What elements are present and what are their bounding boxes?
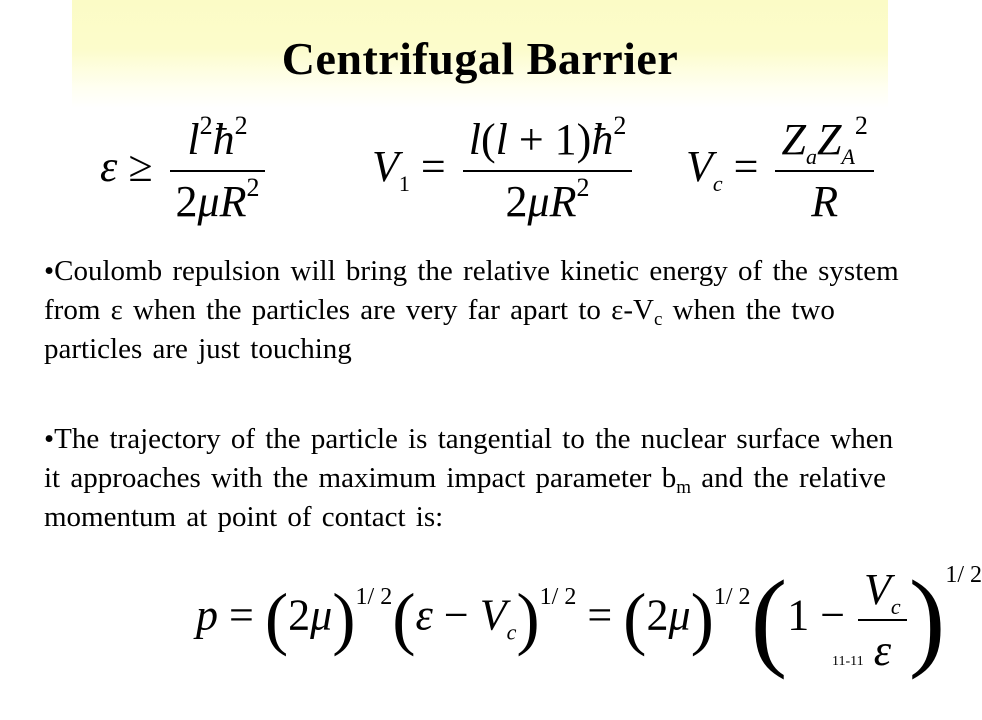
equation-momentum: $p = (2\mu)^{1/ 2}(\varepsilon - V_c)^{1/ 2} = (2\mu)^{1/ 2}(1$ − $\frac{V_c}{\varepsilon}$ )$^{1/ 2}$ [196, 558, 982, 680]
bullet-coulomb-repulsion: •Coulomb repulsion will bring the relative kinetic energy of the system from ε when the particles are very far apart to $\varepsilon-V_c$ when the two particles are just touching [44, 255, 899, 365]
equation-coulomb-potential: $V_c$ = $\frac{Z_aZ_A^2}{R}$ [686, 118, 880, 224]
equation-energy-inequality: ε ≥ $\frac{l^2ħ^2}{2\mu R^2}$ [100, 118, 271, 224]
slide-title: Centrifugal Barrier [281, 33, 679, 84]
page-number: 11-11 [832, 654, 864, 669]
bullet-trajectory: •The trajectory of the particle is tangential to the nuclear surface when it approaches with the maximum impact parameter $b_m$ and the relative momentum at point of contact is: [44, 423, 894, 533]
equation-centrifugal-potential: $V_1$ = $\frac{l(l + 1)ħ^2}{2\mu R^2}$ [372, 118, 638, 224]
